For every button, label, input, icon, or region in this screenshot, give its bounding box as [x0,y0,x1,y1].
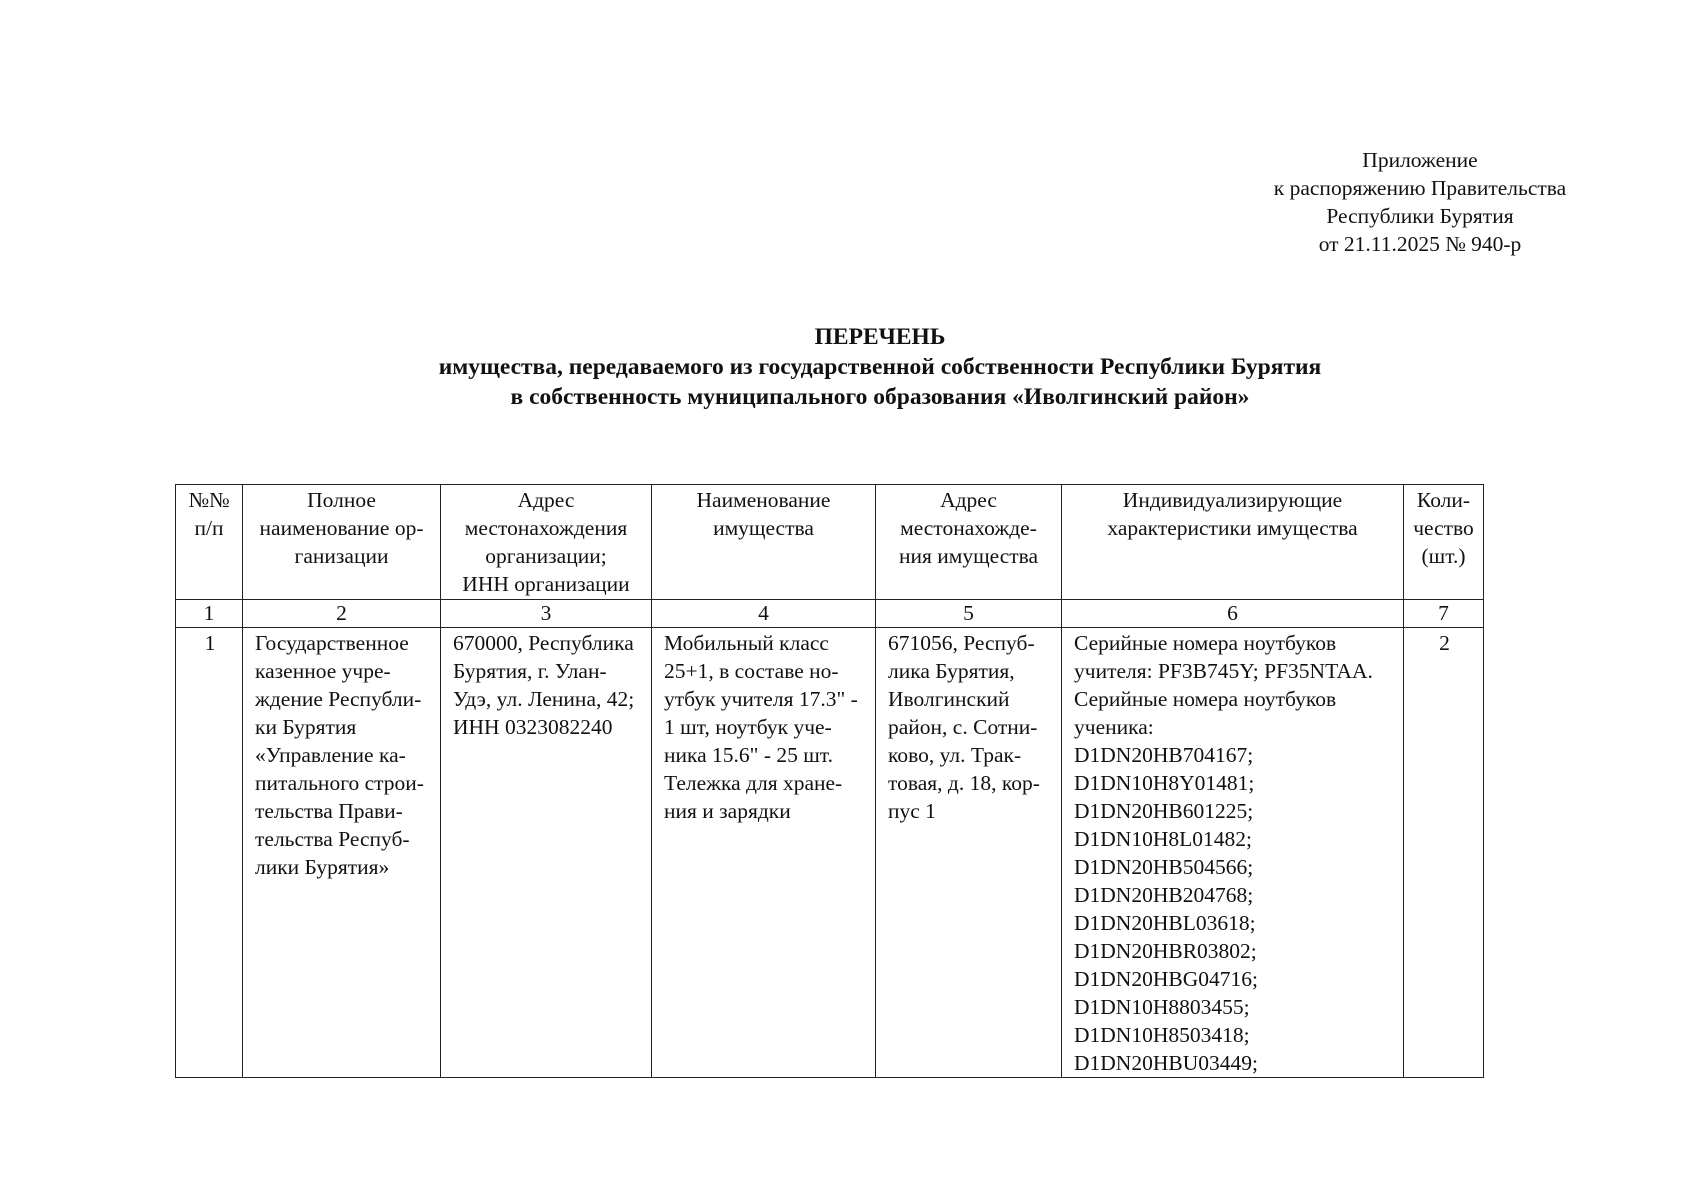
cell-line: D1DN20HBL03618; [1074,911,1256,935]
cell-line: «Управление ка- [255,743,406,767]
cell-line: 25+1, в составе но- [664,659,839,683]
title-subline: имущества, передаваемого из государственной собственности Республики Бурятия [438,354,1322,380]
cell-line: D1DN10H8Y01481; [1074,771,1255,795]
cell-line: ки Бурятия [255,715,357,739]
cell-line: D1DN20HB204768; [1074,883,1254,907]
property-table [175,484,1484,1078]
cell-line: район, с. Сотни- [888,715,1038,739]
cell-line: Тележка для хране- [664,771,843,795]
cell-line: Иволгинский [888,687,1010,711]
header-cell-characteristics: Индивидуализирующие характеристики имущества [1062,485,1404,600]
cell-line: тельства Респуб- [255,827,410,851]
table-row [176,628,1484,1078]
header-cell-number: №№ п/п [176,485,243,600]
column-number-cell: 7 [1404,600,1484,628]
column-number-cell: 4 [652,600,876,628]
appendix-line: Приложение [1362,148,1478,172]
cell-line: тельства Прави- [255,799,403,823]
header-cell-quantity: Коли- чество (шт.) [1404,485,1484,600]
cell-property-characteristics [1062,628,1404,1078]
column-number-cell: 6 [1062,600,1404,628]
cell-line: D1DN20HB601225; [1074,799,1254,823]
cell-line: товая, д. 18, кор- [888,771,1040,795]
cell-line: 670000, Республика [453,631,634,655]
column-number-cell: 5 [876,600,1062,628]
appendix-date-line: от 21.11.2025 № 940-р [1318,232,1522,256]
header-cell-property-address: Адрес местонахожде- ния имущества [876,485,1062,600]
cell-line: лика Бурятия, [888,659,1015,683]
column-number-cell: 1 [176,600,243,628]
column-number-cell: 2 [243,600,441,628]
cell-line: утбук учителя 17.3" - [664,687,858,711]
cell-line: ника 15.6" - 25 шт. [664,743,833,767]
cell-property-address [876,628,1062,1078]
column-number-cell: 3 [441,600,652,628]
cell-line: лики Бурятия» [255,855,390,879]
document-title [180,322,1580,412]
cell-line: Серийные номера ноутбуков [1074,687,1337,711]
cell-line: пус 1 [888,799,936,823]
cell-line: D1DN20HBU03449; [1074,1051,1258,1075]
appendix-line: Республики Бурятия [1326,204,1514,228]
cell-line: D1DN10H8803455; [1074,995,1250,1019]
cell-line: 1 шт, ноутбук уче- [664,715,832,739]
cell-line: D1DN20HB704167; [1074,743,1254,767]
cell-line: ково, ул. Трак- [888,743,1022,767]
cell-line: Удэ, ул. Ленина, 42; [453,687,635,711]
cell-line: Государственное [255,631,409,655]
cell-row-number [176,628,243,1078]
title-subline: в собственность муниципального образования «Иволгинский район» [510,384,1250,410]
cell-line: ученика: [1074,715,1154,739]
cell-line: 2 [1439,631,1450,655]
cell-line: ния и зарядки [664,799,791,823]
cell-line: казенное учре- [255,659,391,683]
cell-line: D1DN20HBG04716; [1074,967,1258,991]
header-row [176,485,1484,600]
cell-line: Бурятия, г. Улан- [453,659,607,683]
header-cell-organization: Полное наименование ор- ганизации [243,485,441,600]
cell-organization-address [441,628,652,1078]
appendix-block [1230,146,1610,258]
cell-line: ИНН 0323082240 [453,715,613,739]
cell-line: D1DN10H8L01482; [1074,827,1252,851]
appendix-line: к распоряжению Правительства [1273,176,1567,200]
cell-line: 671056, Респуб- [888,631,1035,655]
cell-line: Мобильный класс [664,631,829,655]
cell-line: D1DN20HB504566; [1074,855,1254,879]
cell-line: Серийные номера ноутбуков [1074,631,1337,655]
header-cell-org-address: Адрес местонахождения организации; ИНН организации [441,485,652,600]
cell-property-name [652,628,876,1078]
column-number-row [176,600,1484,628]
cell-line: D1DN10H8503418; [1074,1023,1250,1047]
cell-line: 1 [204,631,216,655]
cell-line: учителя: PF3B745Y; PF35NTAA. [1074,659,1373,683]
cell-line: D1DN20HBR03802; [1074,939,1257,963]
cell-line: ждение Республи- [255,687,422,711]
cell-line: питального строи- [255,771,424,795]
header-cell-property-name: Наименование имущества [652,485,876,600]
cell-organization-name [243,628,441,1078]
title-heading: ПЕРЕЧЕНЬ [814,324,946,350]
cell-quantity [1404,628,1484,1078]
